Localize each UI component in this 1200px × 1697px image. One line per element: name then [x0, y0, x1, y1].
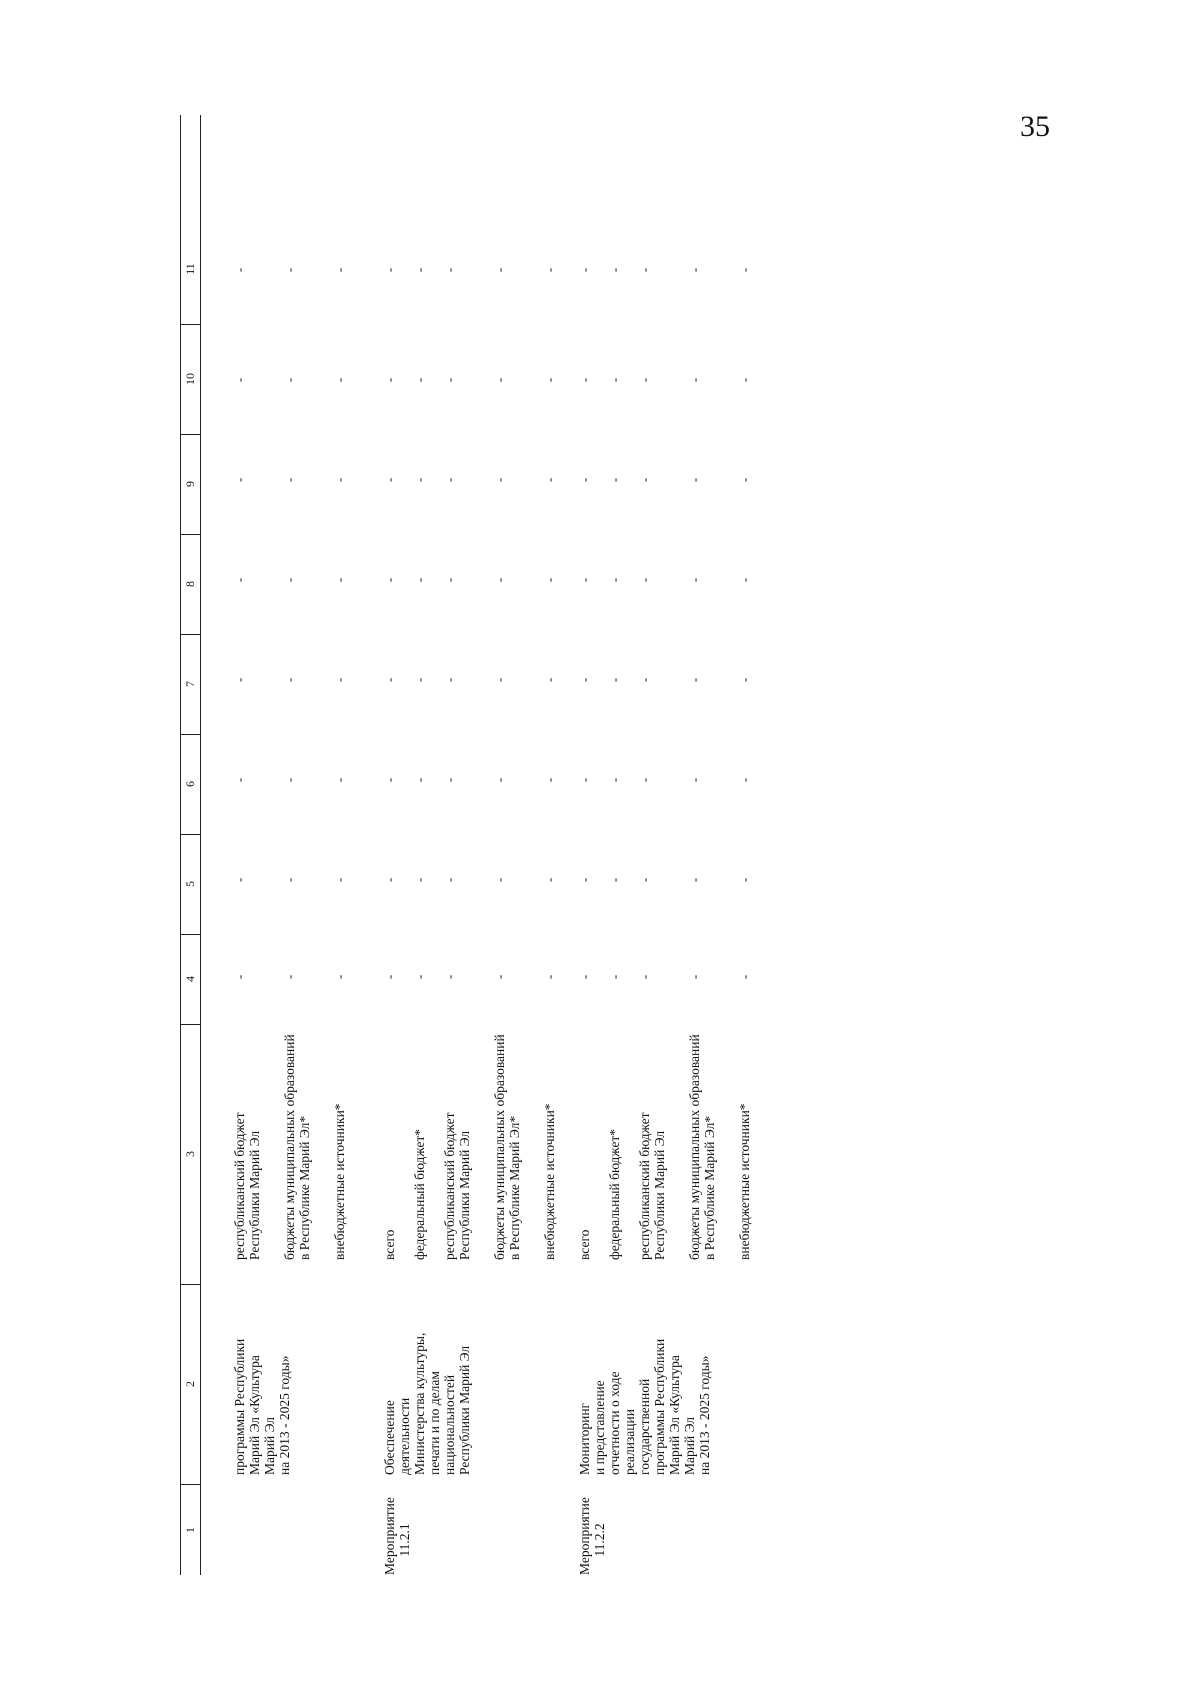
value-dash: -: [382, 577, 397, 583]
column-header-10: 10: [180, 324, 200, 435]
value-dash: -: [737, 974, 752, 980]
value-dash: -: [442, 974, 457, 980]
value-dash: -: [442, 577, 457, 583]
value-dash: -: [332, 377, 347, 383]
value-dash: -: [687, 377, 702, 383]
value-dash: -: [687, 677, 702, 683]
value-dash: -: [577, 377, 592, 383]
value-dash: -: [282, 777, 297, 783]
value-dash: -: [687, 267, 702, 273]
value-dash: -: [282, 677, 297, 683]
value-dash: -: [282, 267, 297, 273]
value-dash: -: [637, 974, 652, 980]
value-dash: -: [492, 267, 507, 273]
value-dash: -: [232, 877, 247, 883]
value-dash: -: [687, 777, 702, 783]
value-dash: -: [737, 377, 752, 383]
value-dash: -: [687, 877, 702, 883]
value-dash: -: [687, 477, 702, 483]
column-header-11: 11: [180, 214, 200, 325]
value-dash: -: [382, 267, 397, 273]
page-number: 35: [1020, 110, 1050, 143]
value-dash: -: [577, 877, 592, 883]
column-header-5: 5: [180, 834, 200, 935]
value-dash: -: [232, 477, 247, 483]
value-dash: -: [637, 477, 652, 483]
header-bottom-border: [200, 115, 201, 1575]
value-dash: -: [607, 577, 622, 583]
value-dash: -: [232, 267, 247, 273]
value-dash: -: [282, 974, 297, 980]
value-dash: -: [412, 877, 427, 883]
value-dash: -: [412, 377, 427, 383]
value-dash: -: [607, 377, 622, 383]
value-dash: -: [577, 477, 592, 483]
value-dash: -: [492, 877, 507, 883]
value-dash: -: [492, 777, 507, 783]
value-dash: -: [282, 577, 297, 583]
funding-source: федеральный бюджет*: [412, 1129, 427, 1260]
column-header-1: 1: [183, 1527, 197, 1533]
value-dash: -: [737, 777, 752, 783]
value-dash: -: [412, 577, 427, 583]
column-header-2: 2: [180, 1284, 200, 1485]
value-dash: -: [412, 777, 427, 783]
value-dash: -: [607, 477, 622, 483]
value-dash: -: [382, 477, 397, 483]
column-header-6: 6: [180, 734, 200, 835]
value-dash: -: [412, 267, 427, 273]
value-dash: -: [332, 267, 347, 273]
value-dash: -: [332, 777, 347, 783]
budget-table: [180, 115, 1190, 1575]
value-dash: -: [412, 477, 427, 483]
value-dash: -: [382, 877, 397, 883]
funding-source: бюджеты муниципальных образований в Республике Марий Эл*: [687, 1034, 717, 1260]
value-dash: -: [332, 877, 347, 883]
measure-description: Мониторинг и представление отчетности о ходе реализации государственной программы Республики Марий Эл «Культура Марий Эл на 2013 - 2025 годы»: [577, 1338, 712, 1475]
measure-description: Обеспечение деятельности Министерства культуры, печати и по делам национальностей Республики Марий Эл: [382, 1332, 472, 1475]
value-dash: -: [232, 777, 247, 783]
value-dash: -: [542, 577, 557, 583]
funding-source: всего: [382, 1229, 397, 1260]
value-dash: -: [282, 877, 297, 883]
funding-source: всего: [577, 1229, 592, 1260]
value-dash: -: [737, 477, 752, 483]
funding-source: внебюджетные источники*: [332, 1103, 347, 1260]
value-dash: -: [492, 577, 507, 583]
value-dash: -: [637, 777, 652, 783]
funding-source: республиканский бюджет Республики Марий Эл: [232, 1112, 262, 1260]
value-dash: -: [332, 974, 347, 980]
value-dash: -: [232, 577, 247, 583]
column-header-4: 4: [180, 934, 200, 1025]
measure-description: программы Республики Марий Эл «Культура Марий Эл на 2013 - 2025 годы»: [232, 1338, 292, 1475]
value-dash: -: [542, 777, 557, 783]
value-dash: -: [232, 377, 247, 383]
value-dash: -: [737, 267, 752, 273]
value-dash: -: [442, 377, 457, 383]
value-dash: -: [542, 877, 557, 883]
value-dash: -: [737, 877, 752, 883]
value-dash: -: [382, 677, 397, 683]
value-dash: -: [332, 677, 347, 683]
value-dash: -: [442, 777, 457, 783]
value-dash: -: [382, 974, 397, 980]
funding-source: федеральный бюджет*: [607, 1129, 622, 1260]
measure-label: Мероприятие 11.2.1: [382, 1497, 412, 1575]
value-dash: -: [282, 377, 297, 383]
value-dash: -: [577, 267, 592, 273]
value-dash: -: [637, 877, 652, 883]
value-dash: -: [737, 677, 752, 683]
column-header-9: 9: [180, 434, 200, 535]
value-dash: -: [442, 877, 457, 883]
value-dash: -: [492, 377, 507, 383]
value-dash: -: [577, 577, 592, 583]
value-dash: -: [607, 877, 622, 883]
value-dash: -: [607, 777, 622, 783]
column-header-3: 3: [180, 1024, 200, 1285]
funding-source: внебюджетные источники*: [737, 1103, 752, 1260]
measure-label: Мероприятие 11.2.2: [577, 1497, 607, 1575]
column-header-7: 7: [180, 634, 200, 735]
value-dash: -: [637, 377, 652, 383]
value-dash: -: [382, 777, 397, 783]
value-dash: -: [492, 974, 507, 980]
value-dash: -: [607, 974, 622, 980]
value-dash: -: [637, 267, 652, 273]
value-dash: -: [607, 267, 622, 273]
value-dash: -: [542, 974, 557, 980]
funding-source: бюджеты муниципальных образований в Республике Марий Эл*: [282, 1034, 312, 1260]
value-dash: -: [542, 267, 557, 273]
value-dash: -: [577, 974, 592, 980]
value-dash: -: [232, 974, 247, 980]
value-dash: -: [737, 577, 752, 583]
value-dash: -: [492, 677, 507, 683]
value-dash: -: [412, 974, 427, 980]
value-dash: -: [637, 577, 652, 583]
value-dash: -: [542, 677, 557, 683]
value-dash: -: [332, 477, 347, 483]
value-dash: -: [492, 477, 507, 483]
funding-source: внебюджетные источники*: [542, 1103, 557, 1260]
value-dash: -: [282, 477, 297, 483]
value-dash: -: [442, 477, 457, 483]
value-dash: -: [687, 577, 702, 583]
value-dash: -: [542, 377, 557, 383]
value-dash: -: [232, 677, 247, 683]
funding-source: бюджеты муниципальных образований в Республике Марий Эл*: [492, 1034, 522, 1260]
value-dash: -: [687, 974, 702, 980]
value-dash: -: [442, 267, 457, 273]
value-dash: -: [332, 577, 347, 583]
value-dash: -: [607, 677, 622, 683]
funding-source: республиканский бюджет Республики Марий Эл: [637, 1112, 667, 1260]
funding-source: республиканский бюджет Республики Марий Эл: [442, 1112, 472, 1260]
column-header-8: 8: [180, 534, 200, 635]
value-dash: -: [382, 377, 397, 383]
value-dash: -: [577, 677, 592, 683]
value-dash: -: [412, 677, 427, 683]
value-dash: -: [542, 477, 557, 483]
value-dash: -: [577, 777, 592, 783]
value-dash: -: [442, 677, 457, 683]
value-dash: -: [637, 677, 652, 683]
